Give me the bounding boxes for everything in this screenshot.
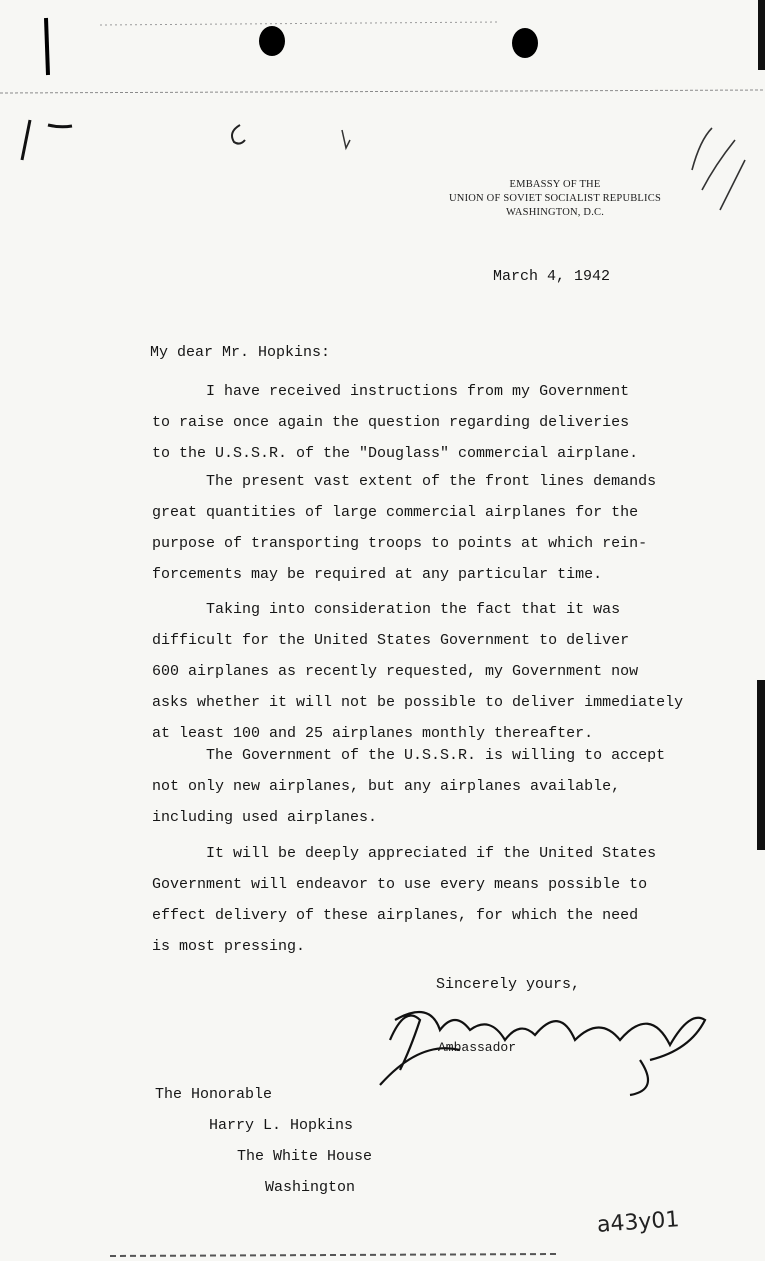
body-paragraph: [152, 838, 656, 962]
body-line: asks whether it will not be possible to deliver immediately: [152, 694, 684, 711]
top-edge-line: [100, 22, 500, 25]
punch-hole-left: [259, 26, 285, 56]
body-line: I have received instructions from my Government: [152, 383, 630, 400]
body-line: effect delivery of these airplanes, for which the need: [152, 907, 639, 924]
recipient-line-1: The Honorable: [155, 1086, 273, 1103]
body-line: forcements may be required at any particular time.: [152, 566, 603, 583]
body-line: including used airplanes.: [152, 809, 378, 826]
body-paragraph: [152, 466, 656, 590]
body-line: to the U.S.S.R. of the "Douglass" commercial airplane.: [152, 445, 639, 462]
body-paragraph: [152, 376, 638, 469]
body-line: difficult for the United States Government to deliver: [152, 632, 630, 649]
bottom-edge-line: [110, 1254, 560, 1256]
body-line: at least 100 and 25 airplanes monthly thereafter.: [152, 725, 594, 742]
signature: [380, 1012, 705, 1095]
right-edge-bar: [757, 680, 765, 850]
letterhead: [430, 178, 680, 220]
body-line: Government will endeavor to use every means possible to: [152, 876, 648, 893]
signer-title: Ambassador: [438, 1040, 517, 1055]
small-c-mark: [232, 125, 245, 144]
recipient-line-2: Harry L. Hopkins: [209, 1117, 354, 1134]
body-line: Taking into consideration the fact that it was: [152, 601, 621, 618]
recipient-line-3: The White House: [237, 1148, 373, 1165]
closing: Sincerely yours,: [436, 976, 581, 993]
body-paragraph: [152, 594, 683, 749]
body-line: to raise once again the question regarding deliveries: [152, 414, 630, 431]
recipient-line-4: Washington: [265, 1179, 356, 1196]
margin-handwriting: [692, 128, 745, 210]
handwritten-note: a43y01: [596, 1207, 681, 1238]
body-line: 600 airplanes as recently requested, my Government now: [152, 663, 639, 680]
right-edge-bar: [758, 0, 765, 70]
margin-mark: [46, 18, 48, 75]
margin-mark: [22, 120, 72, 160]
salutation: My dear Mr. Hopkins:: [150, 344, 331, 361]
letterhead-line-3: WASHINGTON, D.C.: [505, 207, 605, 218]
punch-hole-right: [512, 28, 538, 58]
body-line: is most pressing.: [152, 938, 306, 955]
body-line: The present vast extent of the front lines demands: [152, 473, 657, 490]
letterhead-line-2: UNION OF SOVIET SOCIALIST REPUBLICS: [449, 193, 661, 204]
letter-date: March 4, 1942: [493, 268, 611, 285]
top-edge-line-2: [0, 90, 765, 93]
body-line: purpose of transporting troops to points at which rein-: [152, 535, 648, 552]
body-paragraph: [152, 740, 665, 833]
body-line: The Government of the U.S.S.R. is willing to accept: [152, 747, 666, 764]
letterhead-line-1: EMBASSY OF THE: [509, 179, 601, 190]
small-arrow-mark: [342, 130, 350, 148]
body-line: It will be deeply appreciated if the United States: [152, 845, 657, 862]
body-line: great quantities of large commercial airplanes for the: [152, 504, 639, 521]
body-line: not only new airplanes, but any airplanes available,: [152, 778, 621, 795]
